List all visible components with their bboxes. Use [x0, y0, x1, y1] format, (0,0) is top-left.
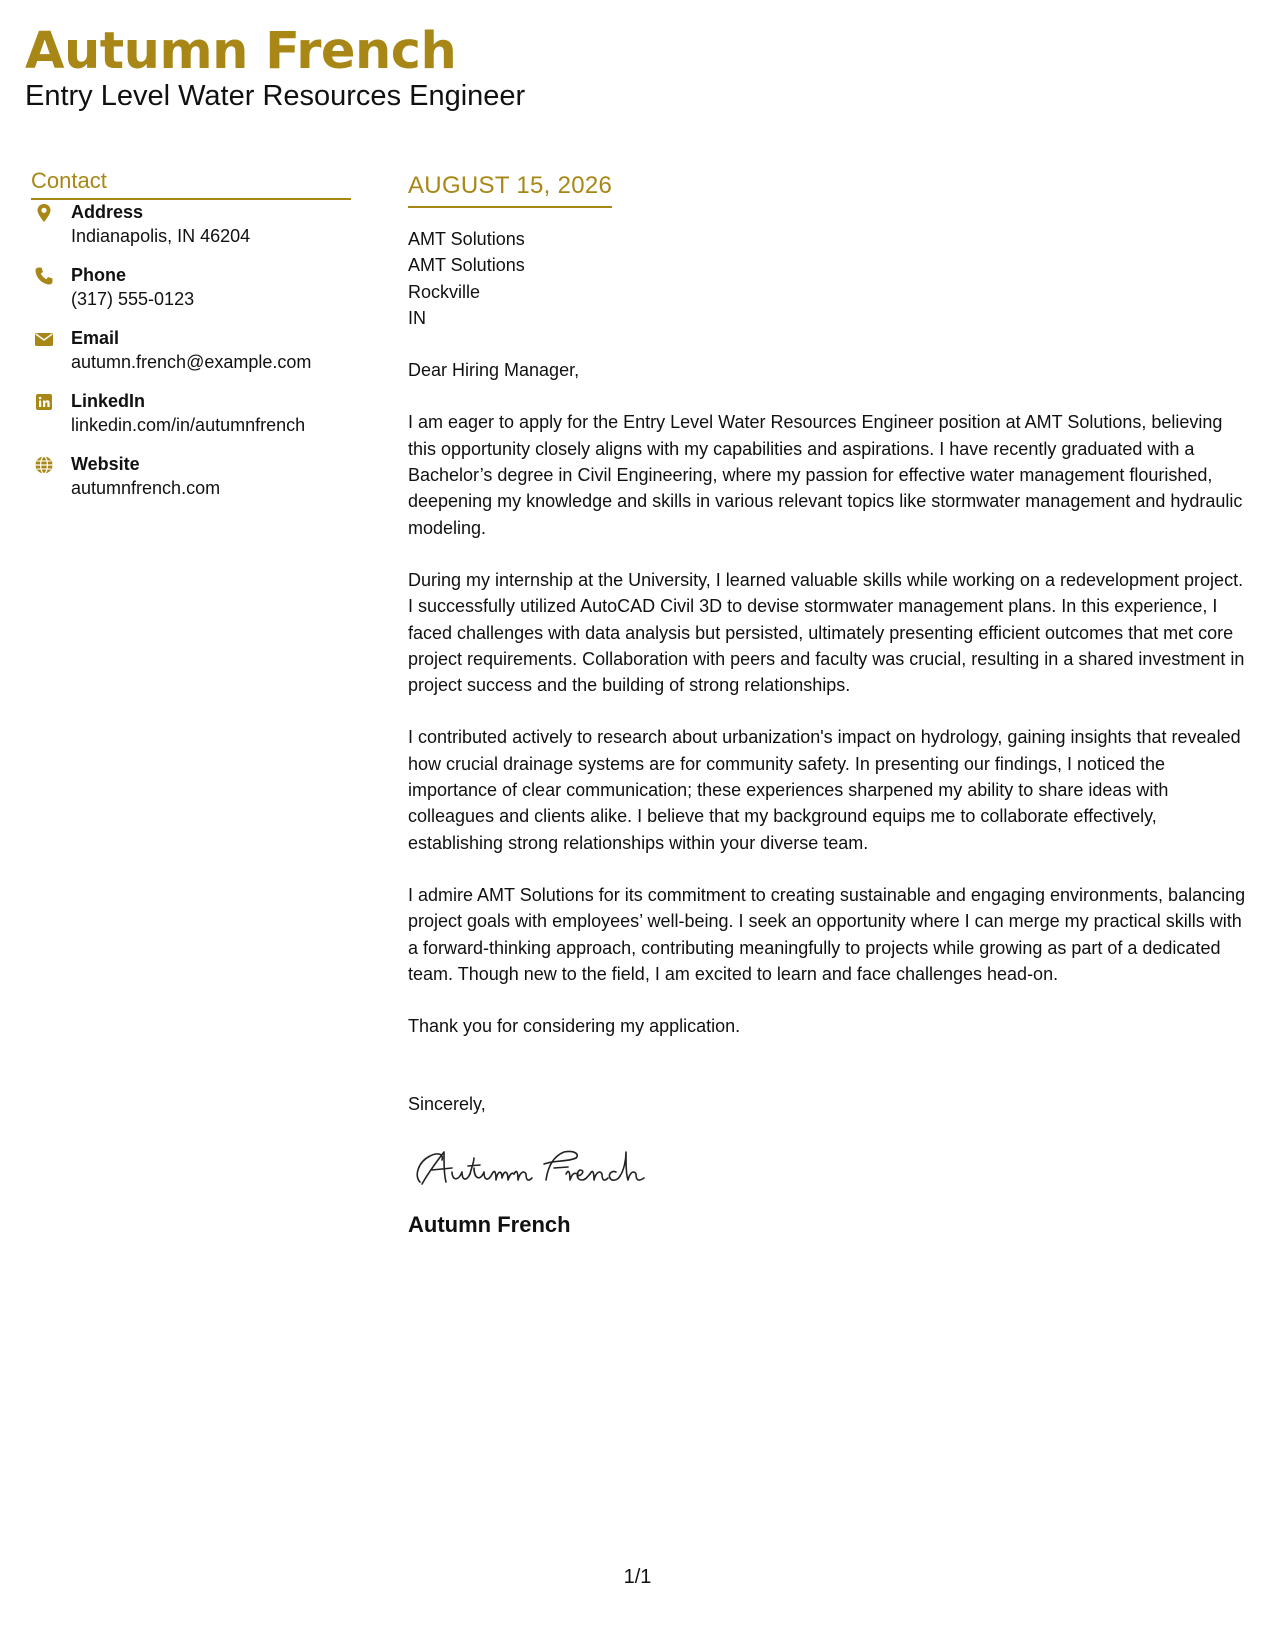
map-pin-icon [34, 203, 54, 223]
letter-body [408, 172, 1248, 1238]
handwritten-signature [408, 1140, 668, 1196]
page-number: 1/1 [623, 1566, 652, 1588]
contact-label: LinkedIn [71, 391, 146, 411]
contact-phone [31, 263, 351, 326]
salutation: Dear Hiring Manager, [408, 360, 580, 381]
body-paragraph: I am eager to apply for the Entry Level Water Resources Engineer position at AMT Solutions, believing this opportunity closely aligns with my capabilities and aspirations. I have recently graduated with a Bachelor’s degree in Civil Engineering, where my passion for effective water management flourished, deepening my knowledge and skills in various relevant topics like stormwater management and hydraulic modeling. [408, 412, 1243, 538]
contact-label: Website [71, 454, 140, 474]
recipient-line: AMT Solutions [408, 255, 525, 276]
recipient-line: AMT Solutions [408, 229, 525, 249]
contact-value: (317) 555-0123 [71, 289, 195, 309]
recipient-line: Rockville [408, 281, 481, 302]
body-paragraph: During my internship at the University, I learned valuable skills while working on a redevelopment project. I successfully utilized AutoCAD Civil 3D to devise stormwater management plans. In this experience, I faced challenges with data analysis but persisted, ultimately presenting efficient outcomes that met core project requirements. Collaboration with peers and faculty was crucial, resulting in a shared investment in project success and the building of strong relationships. [408, 569, 1245, 696]
contact-website [31, 452, 351, 515]
body-paragraph: I admire AMT Solutions for its commitment to creating sustainable and engaging environments, balancing project goals with employees’ well-being. I seek an opportunity where I can merge my practical skills with a forward-thinking approach, contributing meaningfully to projects while growing as part of a dedicated team. Though new to the field, I am excited to learn and face challenges head-on. [408, 884, 1246, 984]
signer-name: Autumn French [408, 1211, 571, 1237]
globe-icon [34, 455, 54, 475]
body-paragraph: I contributed actively to research about urbanization's impact on hydrology, gaining insights that revealed how crucial drainage systems are for community safety. In presenting our findings, I noticed the importance of clear communication; these experiences sharpened my ability to share ideas with colleagues and clients alike. I believe that my background equips me to collaborate effectively, establishing strong relationships within your diverse team. [408, 727, 1241, 853]
contact-address [31, 200, 351, 263]
contact-heading: Contact [31, 168, 351, 200]
job-title: Entry Level Water Resources Engineer [25, 80, 526, 112]
envelope-icon [34, 329, 54, 349]
recipient-address [408, 226, 1248, 331]
contact-value: autumnfrench.com [71, 478, 221, 498]
letter-date: AUGUST 15, 2026 [408, 172, 612, 208]
closing: Sincerely, [408, 1094, 486, 1115]
contact-value: linkedin.com/in/autumnfrench [71, 415, 306, 435]
phone-icon [34, 266, 54, 286]
contact-email [31, 326, 351, 389]
applicant-name: Autumn French [25, 22, 457, 81]
contact-section [31, 168, 351, 515]
linkedin-icon [34, 392, 54, 412]
contact-value: autumn.french@example.com [71, 352, 312, 372]
contact-label: Email [71, 328, 120, 348]
contact-value: Indianapolis, IN 46204 [71, 226, 251, 246]
contact-label: Address [71, 202, 144, 222]
recipient-line: IN [408, 307, 426, 328]
contact-label: Phone [71, 265, 127, 285]
contact-linkedin [31, 389, 351, 452]
thanks-line: Thank you for considering my application. [408, 1016, 741, 1037]
